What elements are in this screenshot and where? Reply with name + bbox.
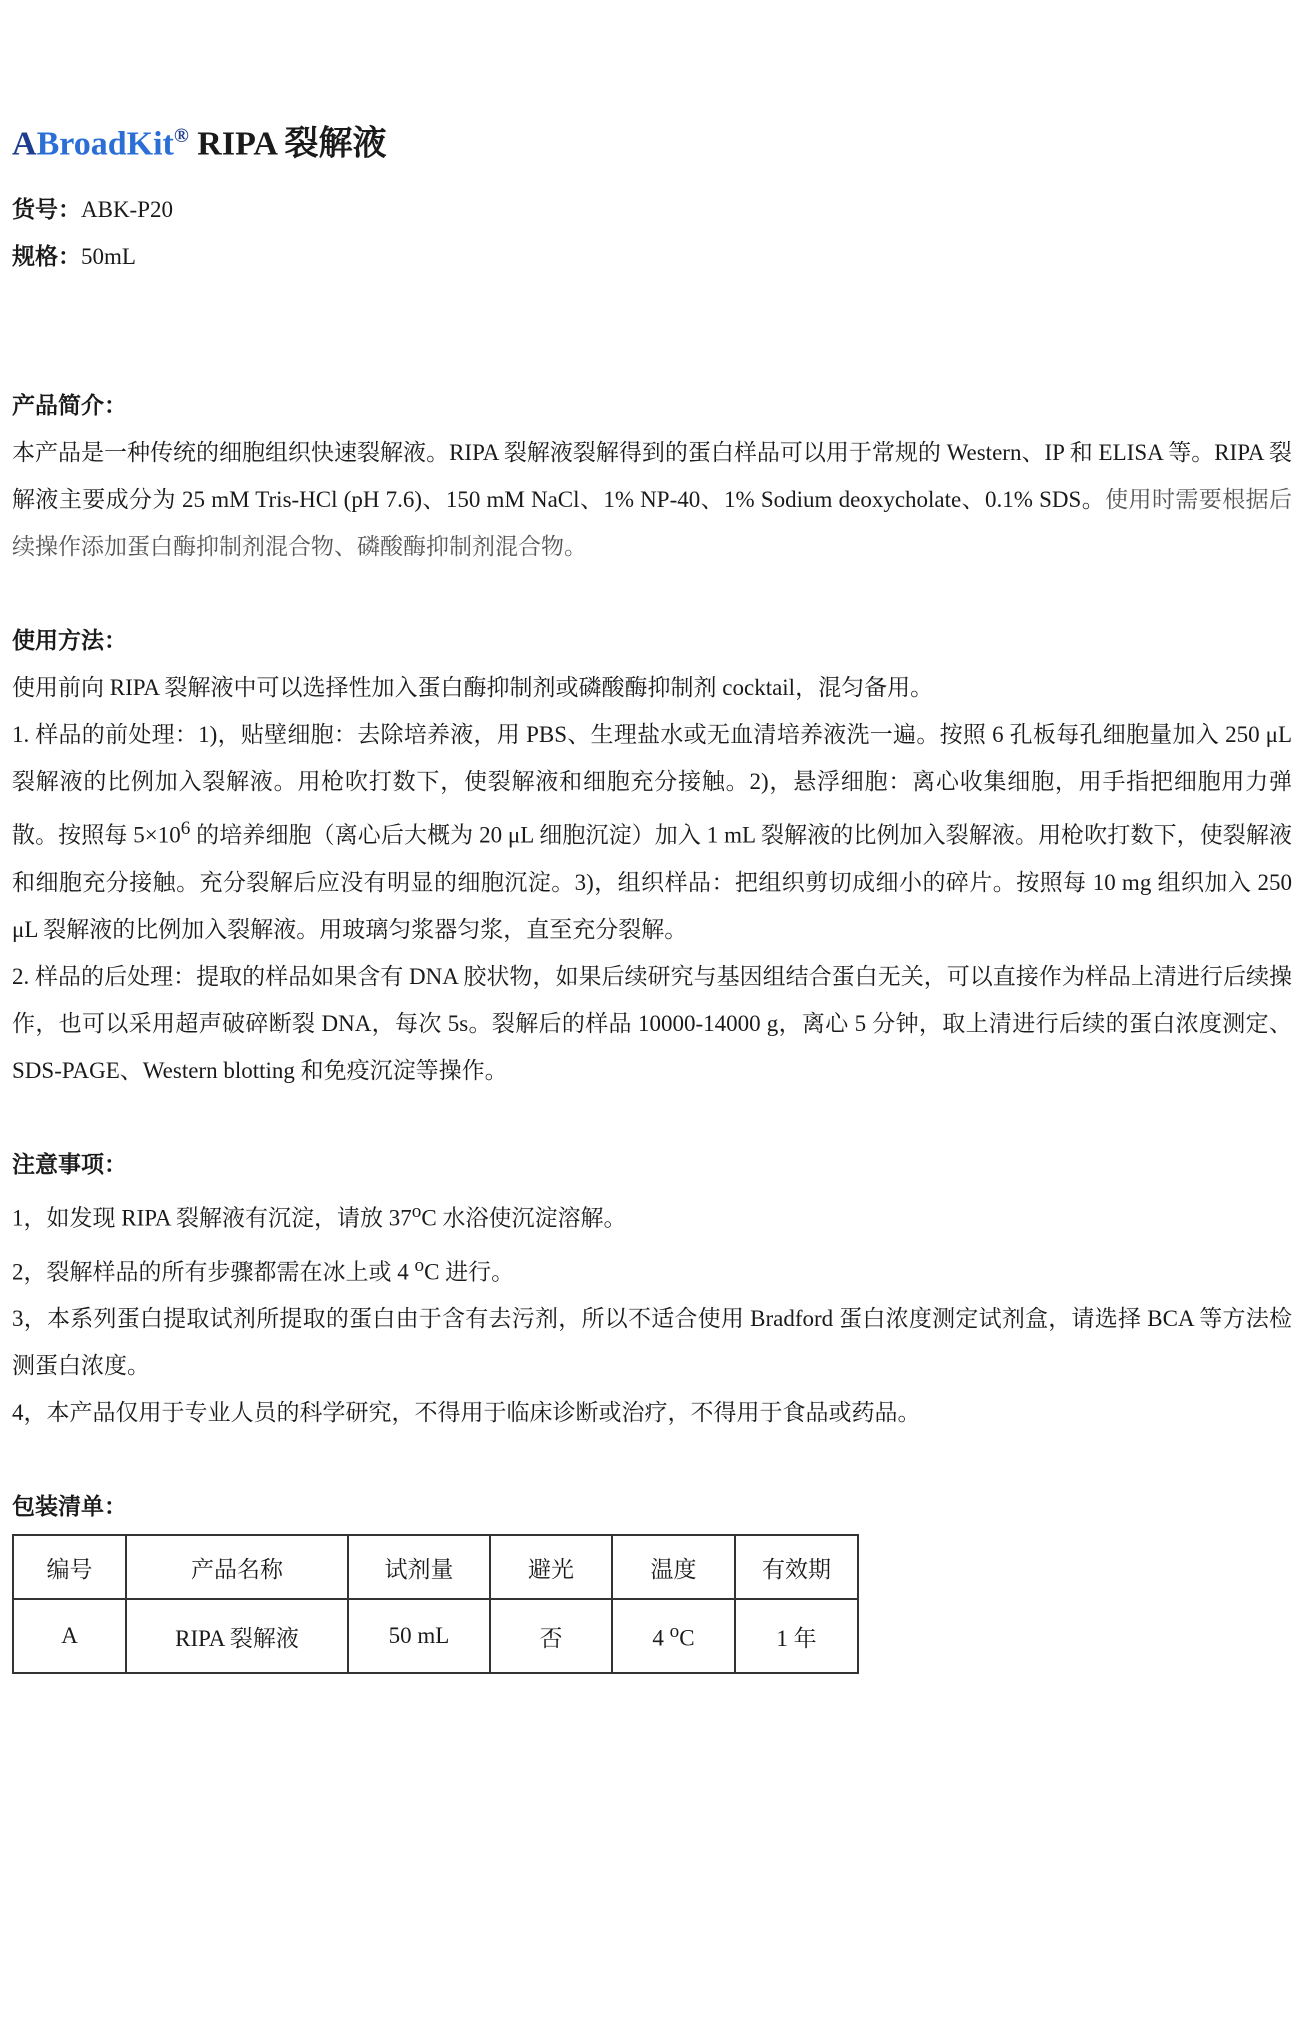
- note-1-degree: o: [411, 1200, 422, 1222]
- product-name: RIPA 裂解液: [188, 125, 387, 163]
- product-title: [12, 112, 1292, 168]
- catalog-label: 货号：: [12, 197, 81, 223]
- intro-heading: 产品简介：: [12, 393, 127, 419]
- cell-amount: 50 mL: [348, 1599, 490, 1673]
- table-row: [13, 1599, 858, 1673]
- spec-label: 规格：: [12, 244, 81, 270]
- cell-temp-value: 4: [652, 1625, 670, 1651]
- note-2-degree: o: [414, 1254, 425, 1276]
- col-header-name: 产品名称: [126, 1535, 348, 1599]
- cell-temp-degree: o: [669, 1620, 680, 1642]
- col-header-light: 避光: [490, 1535, 612, 1599]
- usage-intro: 使用前向 RIPA 裂解液中可以选择性加入蛋白酶抑制剂或磷酸酶抑制剂 cocktail，混匀备用。: [12, 675, 934, 701]
- usage-step-2: 2. 样品的后处理：提取的样品如果含有 DNA 胶状物，如果后续研究与基因组结合蛋白无关，可以直接作为样品上清进行后续操作，也可以采用超声破碎断裂 DNA，每次 5s。裂解后的样品 10000-14000 g，离心 5 分钟，取上清进行后续的蛋白浓度测定、SDS-PAGE、Western blotting 和免疫沉淀等操作。: [12, 963, 1292, 1083]
- cell-name: RIPA 裂解液: [126, 1599, 348, 1673]
- cell-id: A: [13, 1599, 126, 1673]
- note-2-part-a: 2，裂解样品的所有步骤都需在冰上或 4: [12, 1259, 415, 1285]
- notes-heading: 注意事项：: [12, 1151, 127, 1177]
- catalog-line: [12, 186, 1292, 233]
- note-4: 4，本产品仅用于专业人员的科学研究，不得用于临床诊断或治疗，不得用于食品或药品。: [12, 1400, 921, 1426]
- catalog-value: ABK-P20: [81, 197, 174, 223]
- packing-heading: 包装清单：: [12, 1494, 127, 1520]
- note-1: [12, 1188, 1292, 1242]
- intro-text: [12, 429, 1292, 570]
- col-header-id: 编号: [13, 1535, 126, 1599]
- cell-light: 否: [490, 1599, 612, 1673]
- spec-value: 50mL: [81, 244, 136, 270]
- note-1-part-b: C 水浴使沉淀溶解。: [421, 1205, 627, 1231]
- cell-temp: [612, 1599, 735, 1673]
- usage-step-1-part-a: 1. 样品的前处理：1)，贴壁细胞：去除培养液，用 PBS、生理盐水或无血清培养液洗一遍。按照 6 孔板每孔细胞量加入 250 μL 裂解液的比例加入裂解液。用枪吹打数下，使裂解液和细胞充分接触。2)，悬浮细胞：离心收集细胞，用手指把细胞用力弹散。按照每 5×10: [12, 722, 1292, 848]
- note-3: 3，本系列蛋白提取试剂所提取的蛋白由于含有去污剂，所以不适合使用 Bradford 蛋白浓度测定试剂盒，请选择 BCA 等方法检测蛋白浓度。: [12, 1306, 1292, 1379]
- registered-mark: ®: [173, 125, 189, 147]
- intro-body: 本产品是一种传统的细胞组织快速裂解液。RIPA 裂解液裂解得到的蛋白样品可以用于常规的 Western、IP 和 ELISA 等。RIPA 裂解液主要成分为 25 mM Tris-HCl (pH 7.6)、150 mM NaCl、1% NP-40、1% Sodium deoxycholate、0.1% SDS。: [12, 440, 1292, 513]
- cell-temp-unit: C: [679, 1625, 695, 1651]
- usage-step-1-exponent: 6: [180, 818, 191, 840]
- usage-step-1-part-b: 的培养细胞（离心后大概为 20 μL 细胞沉淀）加入 1 mL 裂解液的比例加入裂解液。用枪吹打数下，使裂解液和细胞充分接触。充分裂解后应没有明显的细胞沉淀。3)，组织样品：把组织剪切成细小的碎片。按照每 10 mg 组织加入 250 μL 裂解液的比例加入裂解液。用玻璃匀浆器匀浆，直至充分裂解。: [12, 822, 1292, 942]
- packing-table-header: [13, 1535, 858, 1599]
- col-header-temp: 温度: [612, 1535, 735, 1599]
- note-1-part-a: 1，如发现 RIPA 裂解液有沉淀，请放 37: [12, 1205, 412, 1231]
- brand-name: BroadKit: [36, 125, 174, 163]
- cell-validity: 1 年: [735, 1599, 858, 1673]
- intro-note: 使用时需要根据后续操作添加蛋白酶抑制剂混合物、磷酸酶抑制剂混合物。: [12, 487, 1293, 560]
- note-2-part-b: C 进行。: [424, 1259, 515, 1285]
- usage-heading: 使用方法：: [12, 628, 127, 654]
- usage-step-1: [12, 711, 1292, 953]
- spec-line: [12, 233, 1292, 280]
- document-page: [12, 112, 1292, 1674]
- brand-initial: A: [12, 125, 37, 163]
- packing-table: [12, 1534, 859, 1674]
- note-2: [12, 1242, 1292, 1296]
- col-header-amount: 试剂量: [348, 1535, 490, 1599]
- col-header-validity: 有效期: [735, 1535, 858, 1599]
